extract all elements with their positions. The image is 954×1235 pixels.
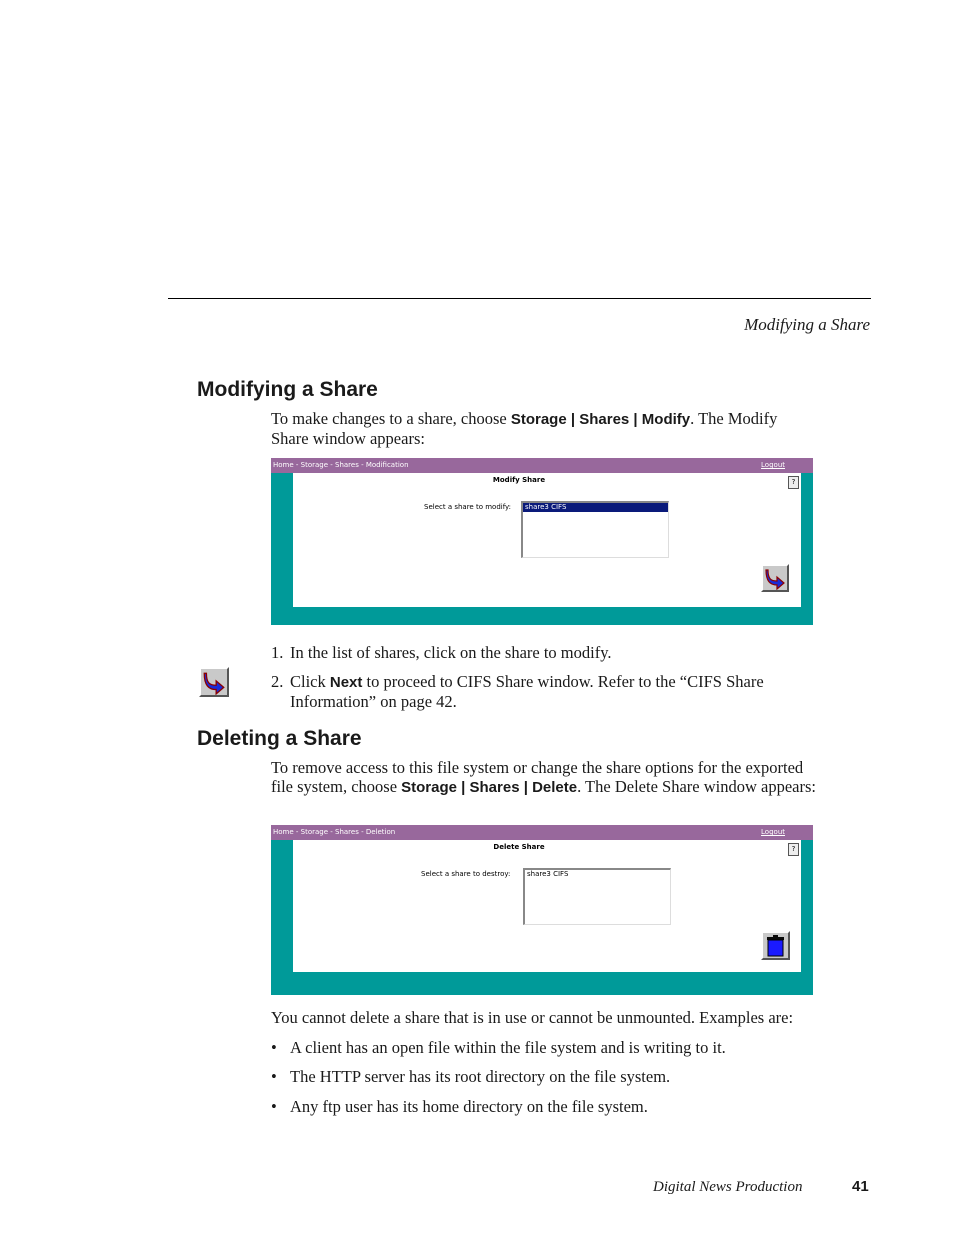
help-icon[interactable]: ? [788, 476, 799, 489]
menu-path: Storage | Shares | Modify [510, 411, 691, 428]
breadcrumb[interactable]: Home - Storage - Shares - Deletion [273, 828, 396, 836]
delete-share-window [271, 825, 813, 995]
next-label: Next [329, 674, 363, 691]
share-listbox[interactable] [521, 501, 669, 558]
list-item[interactable]: share3 CIFS [527, 870, 569, 878]
help-icon[interactable]: ? [788, 843, 799, 856]
list-item[interactable]: share3 CIFS [523, 503, 668, 512]
running-header: Modifying a Share [744, 315, 870, 334]
window-panel [293, 473, 801, 607]
next-button[interactable] [761, 564, 789, 592]
menu-path: Storage | Shares | Delete [401, 779, 578, 796]
page-number: 41 [852, 1178, 869, 1195]
next-arrow-icon [201, 669, 227, 695]
share-listbox[interactable] [523, 868, 671, 925]
section-heading-modify: Modifying a Share [197, 378, 378, 401]
footer-doc-title: Digital News Production [653, 1179, 803, 1195]
window-titlebar [271, 458, 813, 473]
share-select-label: Select a share to modify: [424, 503, 512, 511]
window-title: Delete Share [493, 843, 545, 851]
share-select-label: Select a share to destroy: [421, 870, 511, 878]
section-heading-delete: Deleting a Share [197, 727, 362, 750]
logout-link[interactable]: Logout [761, 461, 785, 469]
delete-intro: To remove access to this file system or change the share options for the exported file system, choose Storage | Shares | Delete. The Delete Share window appears: [271, 758, 816, 796]
delete-note: You cannot delete a share that is in use or cannot be unmounted. Examples are: [271, 1008, 794, 1027]
modify-intro: To make changes to a share, choose Storage | Shares | Modify. The Modify Share window appears: [271, 409, 778, 448]
logout-link[interactable]: Logout [761, 828, 785, 836]
header-rule [168, 298, 871, 299]
next-arrow-icon [763, 566, 787, 590]
modify-share-window [271, 458, 813, 625]
window-title: Modify Share [492, 476, 546, 484]
next-button-margin-icon [199, 667, 229, 697]
breadcrumb[interactable]: Home - Storage - Shares - Modification [273, 461, 409, 469]
trash-icon [763, 933, 788, 958]
window-titlebar [271, 825, 813, 840]
delete-button[interactable] [761, 931, 790, 960]
window-panel [293, 840, 801, 972]
